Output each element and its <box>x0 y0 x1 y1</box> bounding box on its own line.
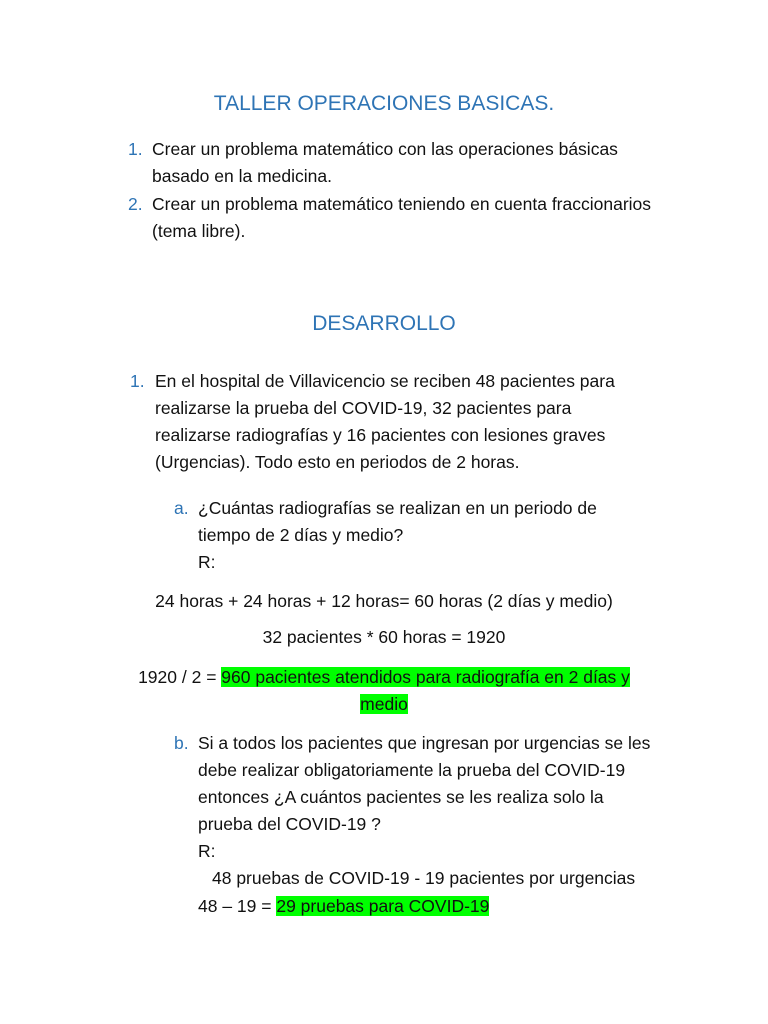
part-a-step-3 <box>0 664 768 691</box>
document-title: TALLER OPERACIONES BASICAS. <box>213 92 555 115</box>
part-a-step-3-continued <box>0 691 768 718</box>
task-number: 1. <box>128 139 143 159</box>
task-number: 2. <box>128 194 143 214</box>
part-b-question: Si a todos los pacientes que ingresan por urgencias se les debe realizar obligatoriamente la prueba del COVID-19 entonces ¿A cuántos pacientes se les realiza solo la prueba del COVID-19 ? <box>198 733 651 834</box>
part-a-step-3-prefix: 1920 / 2 = <box>138 667 222 687</box>
part-a <box>174 495 634 576</box>
part-b-answer-label: R: <box>198 841 216 861</box>
section-title: DESARROLLO <box>312 312 456 335</box>
part-a-step-1: 24 horas + 24 horas + 12 horas= 60 horas (2 días y medio) <box>155 591 613 611</box>
task-item-2 <box>128 191 658 245</box>
part-b-letter: b. <box>174 733 189 753</box>
problem-text: En el hospital de Villavicencio se reciben 48 pacientes para realizarse la prueba del COVID-19, 32 pacientes para realizarse radiografías y 16 pacientes con lesiones graves (Urgencias). Todo esto en periodos de 2 horas. <box>155 371 615 472</box>
task-item-1 <box>128 136 658 190</box>
part-a-result-highlight: 960 pacientes atendidos para radiografía en 2 días y <box>221 667 630 687</box>
part-b <box>174 730 654 865</box>
problem-item <box>130 368 640 476</box>
task-text: Crear un problema matemático teniendo en cuenta fraccionarios (tema libre). <box>152 194 652 241</box>
part-a-answer-label: R: <box>198 552 216 572</box>
part-a-step-2: 32 pacientes * 60 horas = 1920 <box>262 627 506 647</box>
part-a-question: ¿Cuántas radiografías se realizan en un periodo de tiempo de 2 días y medio? <box>198 498 597 545</box>
part-b-step-1: 48 pruebas de COVID-19 - 19 pacientes por urgencias <box>212 868 636 888</box>
part-b-step-2-prefix: 48 – 19 = <box>198 896 277 916</box>
part-a-letter: a. <box>174 498 189 518</box>
part-b-result-highlight: 29 pruebas para COVID-19 <box>276 896 490 916</box>
part-b-step-2 <box>198 893 678 920</box>
task-text: Crear un problema matemático con las operaciones básicas basado en la medicina. <box>152 139 618 186</box>
problem-number: 1. <box>130 371 145 391</box>
part-a-result-highlight-continued: medio <box>360 694 408 714</box>
